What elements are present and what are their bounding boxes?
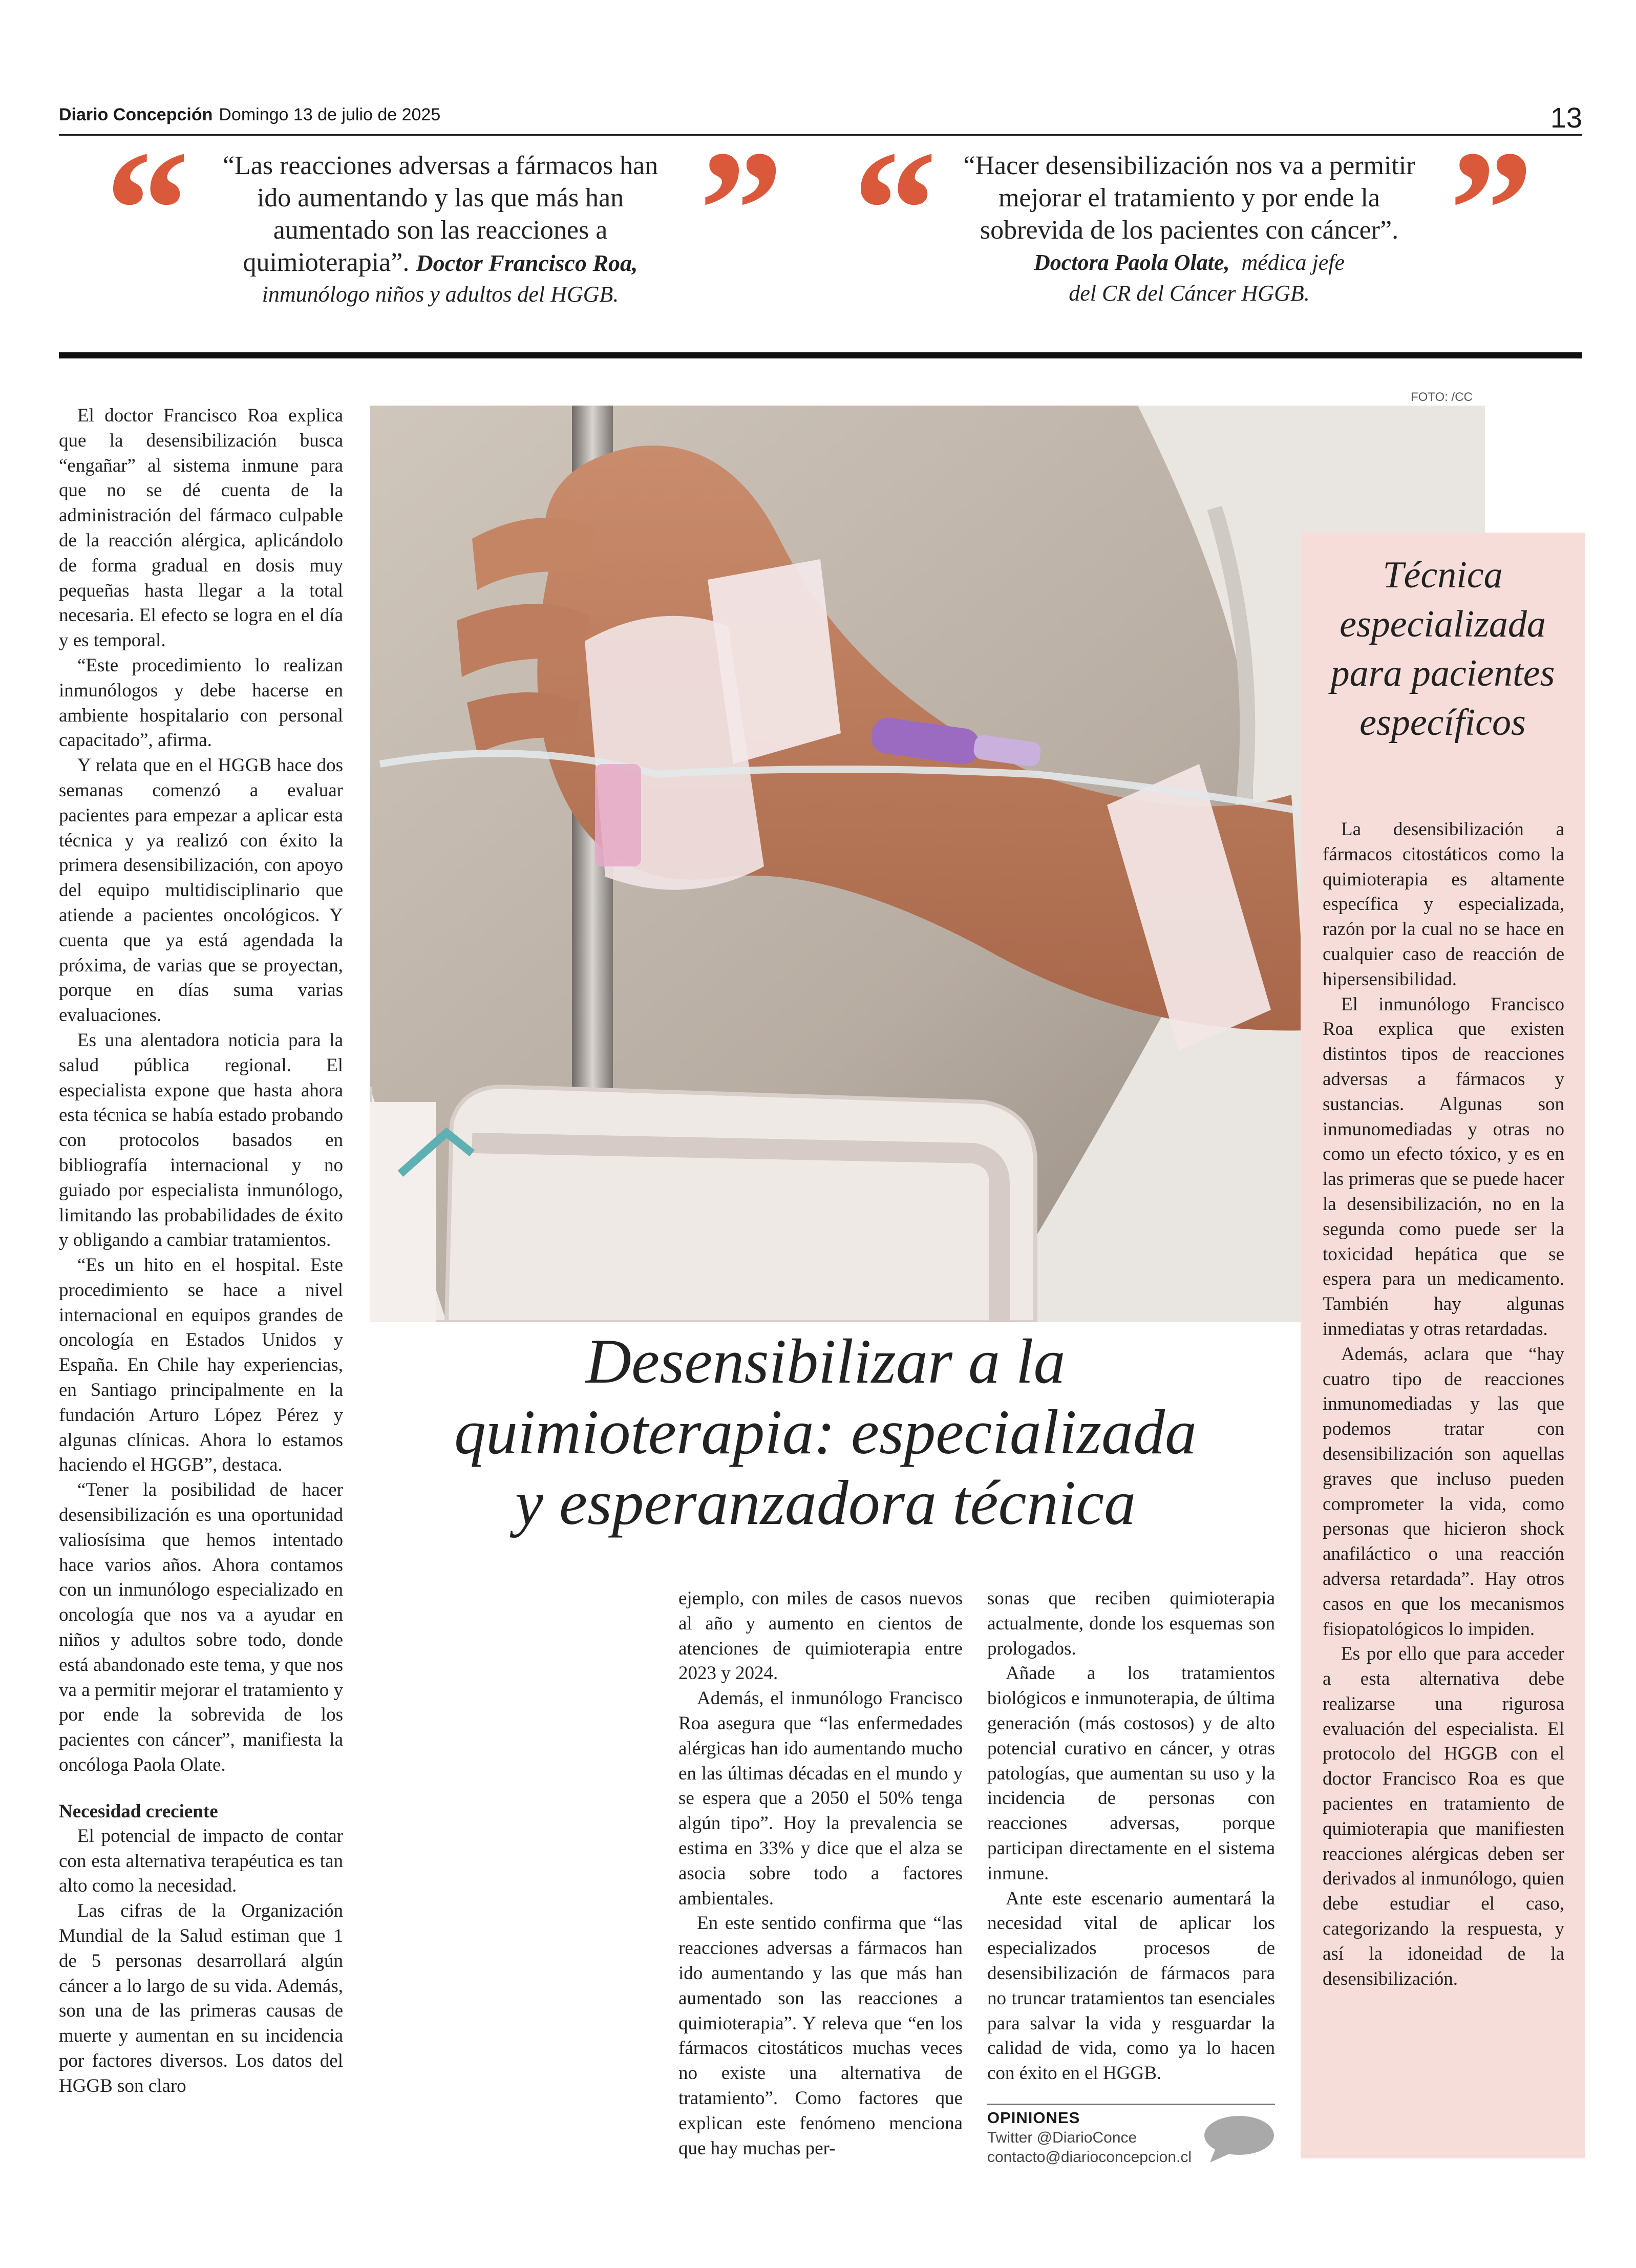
- pull-quote-2-role-1: médica jefe: [1241, 250, 1345, 275]
- paragraph: Además, aclara que “hay cuatro tipo de reacciones inmunomediadas y las que podemos tratar con desensibilización son aquellas graves que incluso pueden comprometer la vida, como personas que hicieron shock anafiláctico o una reacción adversa retardada”. Hay otros casos en que los mecanismos fisiopatológicos lo impiden.: [1323, 1343, 1564, 1640]
- paragraph: Es por ello que para acceder a esta alternativa debe realizarse una rigurosa evaluación del especialista. El protocolo del HGGB con el doctor Francisco Roa es que pacientes en tratamiento de quimioterapia que manifiesten reacciones alérgicas deben ser derivados al inmunólogo, quien debe estudiar el caso, categorizando la respuesta, y así la idoneidad de la desensibilización.: [1323, 1643, 1564, 1989]
- pull-quote-1-name: Doctor Francisco Roa,: [416, 250, 638, 276]
- sidebar-body: [1323, 817, 1564, 1991]
- paragraph: “Este procedimiento lo realizan inmunólogos y debe hacerse en ambiente hospitalario con personal capacitado”, afirma.: [59, 654, 343, 751]
- header-rule: [59, 134, 1582, 136]
- publication-name: Diario Concepción: [59, 105, 213, 124]
- close-quote-icon: ”: [1449, 116, 1534, 303]
- paragraph: Las cifras de la Organización Mundial de la Salud estiman que 1 de 5 personas desarrollará algún cáncer a lo largo de su vida. Además, son una de las primeras causas de muerte y aumentan en su incidencia por factores diversos. Los datos del HGGB son claro: [59, 1900, 343, 2096]
- pull-quote-2-name: Doctora Paola Olate,: [1033, 250, 1230, 275]
- page-number: 13: [1550, 101, 1582, 134]
- opinions-email[interactable]: contacto@diarioconcepcion.cl: [987, 2149, 1192, 2166]
- paragraph: ejemplo, con miles de casos nuevos al año y aumento en cientos de atenciones de quimioterapia entre 2023 y 2024.: [678, 1588, 963, 1684]
- paragraph: sonas que reciben quimioterapia actualmente, donde los esquemas son prologados.: [987, 1588, 1275, 1659]
- open-quote-icon: “: [105, 116, 189, 303]
- sidebar-title: Técnica especializada para pacientes específicos: [1330, 554, 1555, 744]
- pull-quote-1-text: “Las reacciones adversas a fármacos han ido aumentando y las que más han aumentado son las reacciones a quimioterapia”. Doctor Francisco Roa,: [222, 151, 658, 277]
- headline-line-3: y esperanzadora técnica: [515, 1468, 1136, 1538]
- paragraph: El potencial de impacto de contar con esta alternativa terapéutica es tan alto como la necesidad.: [59, 1825, 343, 1897]
- close-quote-icon: ”: [699, 116, 783, 303]
- paragraph: El inmunólogo Francisco Roa explica que existen distintos tipos de reacciones adversas a fármacos y sustancias. Algunas son inmunomediadas y otras no como un efecto tóxico, y es en las primeras que se puede hacer la desensibilización, no en la segunda como puede ser la toxicidad hepática que se espera para un medicamento. También hay algunas inmediatas y otras retardadas.: [1323, 993, 1564, 1340]
- page-header: [59, 101, 1582, 134]
- pull-quote-2: [947, 150, 1431, 309]
- pull-quote-2-signature: [947, 247, 1431, 278]
- paragraph: El doctor Francisco Roa explica que la desensibilización busca “engañar” al sistema inmune para que no se dé cuenta de la administración del fármaco culpable de la reacción alérgica, aplicándolo de forma gradual en dosis muy pequeñas hasta llegar a la total necesaria. El efecto se logra en el día y es temporal.: [59, 405, 343, 651]
- speech-bubble-icon: [1201, 2114, 1275, 2168]
- pull-quote-2-role-2: del CR del Cáncer HGGB.: [1069, 281, 1310, 306]
- pull-quote-1: [205, 150, 676, 310]
- paragraph: La desensibilización a fármacos citostáticos como la quimioterapia es altamente específica y especializada, razón por la cual no se hace en cualquier caso de reacción de hipersensibilidad.: [1323, 819, 1564, 990]
- open-quote-icon: “: [853, 116, 937, 303]
- paragraph: Y relata que en el HGGB hace dos semanas comenzó a evaluar pacientes para empezar a aplicar esta técnica y ya realizó con éxito la primera desensibilización, con apoyo del equipo multidisciplinario que atiende a pacientes oncológicos. Y cuenta que ya está agendada la próxima, de varias que se proyectan, porque en días suma varias evaluaciones.: [59, 755, 343, 1026]
- paragraph: “Tener la posibilidad de hacer desensibilización es una oportunidad valiosísima que hemos intentado hace varios años. Ahora contamos con un inmunólogo especializado en oncología que nos va a ayudar en niños y adultos sobre todo, donde está abandonado este tema, y que nos va a permitir mejorar el tratamiento y por ende la sobrevida de los pacientes con cáncer”, manifiesta la oncóloga Paola Olate.: [59, 1479, 343, 1776]
- paragraph: “Es un hito en el hospital. Este procedimiento se hace a nivel internacional en equipos grandes de oncología en Estados Unidos y España. En Chile hay experiencias, en Santiago principalmente en la fundación Arturo López Pérez y algunas clínicas. Ahora lo estamos haciendo el HGGB”, destaca.: [59, 1255, 343, 1476]
- article-headline: [370, 1326, 1281, 1538]
- photo-credit: FOTO: /CC: [1411, 390, 1473, 404]
- opinions-rule: [987, 2104, 1275, 2105]
- paragraph: Añade a los tratamientos biológicos e inmunoterapia, de última generación (más costosos) y de alto potencial curativo en cáncer, y otras patologías, que aumentan su uso y la incidencia de personas con reacciones adversas, porque participan directamente en el sistema inmune.: [987, 1663, 1275, 1884]
- paragraph: En este sentido confirma que “las reacciones adversas a fármacos han ido aumentando y las que más han aumentado son las reacciones a quimioterapia”. Y releva que “en los fármacos citostáticos muchas veces no existe una alternativa de tratamiento”. Como factores que explican este fenómeno menciona que hay muchas per-: [678, 1913, 963, 2159]
- headline-line-1: Desensibilizar a la: [585, 1326, 1066, 1396]
- pull-quote-2-text: “Hacer desensibilización nos va a permitir mejorar el tratamiento y por ende la sobrevida de los pacientes con cáncer”.: [963, 151, 1415, 245]
- quotes-rule: [59, 352, 1582, 358]
- opinions-twitter[interactable]: Twitter @DiarioConce: [987, 2129, 1137, 2146]
- article-column-3: [987, 1586, 1275, 2086]
- headline-line-2: quimioterapia: especializada: [454, 1397, 1197, 1467]
- paragraph: Ante este escenario aumentará la necesidad vital de aplicar los especializados procesos de desensibilización de fármacos para no truncar tratamientos tan esenciales para salvar la vida y resguardar la calidad de vida, como ya lo hacen con éxito en el HGGB.: [987, 1888, 1275, 2084]
- pull-quote-1-role: inmunólogo niños y adultos del HGGB.: [262, 282, 619, 307]
- publication-date: Domingo 13 de julio de 2025: [219, 105, 441, 124]
- article-column-1: [59, 404, 343, 2099]
- paragraph: Es una alentadora noticia para la salud pública regional. El especialista expone que hasta ahora esta técnica se había estado probando con protocolos basados en bibliografía internacional y no guiado por especialista inmunólogo, limitando las probabilidades de éxito y obligando a cambiar tratamientos.: [59, 1029, 343, 1251]
- article-column-2: [678, 1586, 963, 2161]
- subheading: Necesidad creciente: [59, 1800, 218, 1822]
- paragraph: Además, el inmunólogo Francisco Roa asegura que “las enfermedades alérgicas han ido aumentando mucho en las últimas décadas en el mundo y se espera que a 2050 el 50% tenga algún tipo”. Hoy la prevalencia se estima en 33% y dice que el alza se asocia sobre todo a factores ambientales.: [678, 1688, 963, 1909]
- opinions-title: OPINIONES: [987, 2109, 1080, 2127]
